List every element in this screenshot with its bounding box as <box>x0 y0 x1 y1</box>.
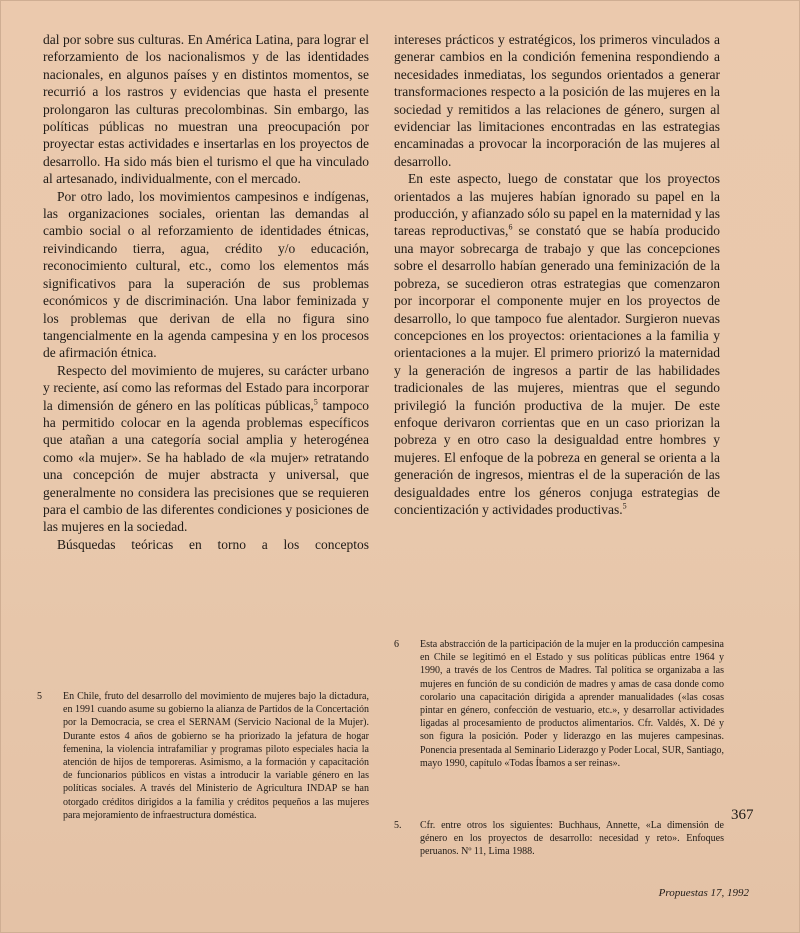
footnote-reference-5-end: 5 <box>622 501 627 511</box>
footnote-5-left <box>37 690 369 822</box>
left-paragraph-4: Búsquedas teóricas en torno a los conceptos <box>57 536 369 552</box>
left-text-column <box>43 31 369 553</box>
left-paragraph-3-text-a: Respecto del movimiento de mujeres, su carácter urbano y reciente, así como las reformas del Estado para incorporar la dimensión de género en las políticas públicas, <box>43 362 369 413</box>
right-text-column <box>394 31 720 518</box>
footnote-number: 6 <box>394 639 399 650</box>
left-paragraph-2: Por otro lado, los movimientos campesinos e indígenas, las organizaciones sociales, orientan las demandas al cambio social o al reforzamiento de identidades étnicas, reivindicando tierra, agua, crédito y/o educación, reconocimiento cultural, etc., como los elementos más significativos para la superación de sus problemas económicos y de discriminación. Una labor feminizada y los problemas que derivan de ella no figura sino tangencialmente en la agenda campesina y en los procesos de afirmación étnica. <box>43 188 369 361</box>
footnote-6 <box>394 638 724 770</box>
footnote-text: Cfr. entre otros los siguientes: Buchhaus, Annette, «La dimensión de género en los proyectos de desarrollo: necesidad y reto». Enfoques peruanos. Nº 11, Lima 1988. <box>420 820 724 858</box>
left-paragraph-1: dal por sobre sus culturas. En América Latina, para lograr el reforzamiento de los nacionalismos y de las identidades nacionales, en algunos países y en distintos momentos, se recurrió a los rastros y evidencias que hasta el presente prolongaron las culturas precolombinas. Sin embargo, las políticas públicas no muestran una preocupación por proyectar estas actividades e insertarlas en los proyectos de desarrollo. Ha sido más bien el turismo el que ha vinculado al artesanado, individualmente, con el mercado. <box>43 32 369 187</box>
page-number: 367 <box>731 807 754 823</box>
footnote-5-right <box>394 819 724 859</box>
footnote-text: Esta abstracción de la participación de la mujer en la producción campesina en Chile se legitimó en el Estado y sus políticas públicas entre 1964 y 1990, a través de los Centros de Madres. Tal política se organizaba a las mujeres en función de su condición de madres y amas de casa donde como corolario una capacitación dirigida a aprender manualidades («las cosas pintar en género, confección de vestuario, etc.», y desarrollar actividades ligadas al procesamiento de productos alimentarios. Cfr. Valdés, X. Dé y son figura la posición. Poder y liderazgo en las mujeres campesinas. Ponencia presentada al Seminario Liderazgo y Poder Local, SUR, Santiago, mayo 1990, capítulo «Todas Íbamos a ser reinas». <box>420 639 724 769</box>
right-paragraph-2 <box>394 170 720 518</box>
footnote-number: 5. <box>394 820 402 831</box>
footnote-reference-5: 5 <box>313 397 318 407</box>
footnote-reference-6: 6 <box>508 222 513 232</box>
right-paragraph-2-text-a: En este aspecto, luego de constatar que los proyectos orientados a las mujeres habían ignorado su papel en la producción, y afianzado sólo su papel en la maternidad y las tareas reproductivas, <box>394 171 720 239</box>
footnote-text: En Chile, fruto del desarrollo del movimiento de mujeres bajo la dictadura, en 1991 cuando asume su gobierno la alianza de Partidos de la Concertación por la Democracia, se crea el SERNAM (Servicio Nacional de la Mujer). Durante estos 4 años de gobierno se ha priorizado la jefatura de hogar femenina, la violencia intrafamiliar y programas piloto especiales hacia la atención de hijos de temporeras. Asimismo, a la formación y capacitación de funcionarios públicos en vistas a introducir la variable género en las políticas sociales. A través del Ministerio de Agricultura INDAP se han otorgado créditos dirigidos a la familia y créditos pequeños a las mujeres para mejoramiento de infraestructura doméstica. <box>63 691 370 821</box>
right-paragraph-1: intereses prácticos y estratégicos, los primeros vinculados a generar cambios en la condición femenina respondiendo a necesidades inmediatas, los segundos orientados a generar transformaciones respecto a la posición de las mujeres en la sociedad y remitidos a las relaciones de género, surgen al evidenciar las limitaciones encontradas en las estrategias encaminadas a provocar la incorporación de las mujeres al desarrollo. <box>394 32 720 169</box>
right-paragraph-2-text-b: se constató que se había producido una mayor sobrecarga de trabajo y que las concepciones sobre el desarrollo habían generado una feminización de la pobreza, se sucedieron otras estrategias que comenzaron por incorporar el componente mujer en los proyectos de desarrollo, lo que tampoco fue alentador. Surgieron nuevas concepciones en los proyectos: orientaciones a la familia y orientaciones a la mujer. El primero priorizó la maternidad y la generación de ingresos a partir de las habilidades tradicionales de las mujeres, mientras que el segundo privilegió la función productiva de la mujer. De este enfoque derivaron corrientas que en un caso priorizan la pobreza y en otro caso la desigualdad entre hombres y mujeres. El enfoque de la pobreza en general se orienta a la generación de ingresos, mientras el de la superación de las desigualdades entre los géneros conjuga estrategias de concientización y actividades productivas. <box>394 223 720 517</box>
left-paragraph-3 <box>43 362 369 536</box>
journal-footer: Propuestas 17, 1992 <box>658 887 749 899</box>
left-paragraph-3-text-b: tampoco ha permitido colocar en la agenda problemas específicos que atañan a una categoría social amplia y heterogénea como «la mujer». Se ha hablado de «la mujer» retratando una concepción de mujer abstracta y universal, que generalmente no considera las precisiones que se requieren para el cambio de las diferentes condiciones y posiciones de las mujeres en la sociedad. <box>43 397 369 535</box>
footnote-number: 5 <box>37 691 42 702</box>
